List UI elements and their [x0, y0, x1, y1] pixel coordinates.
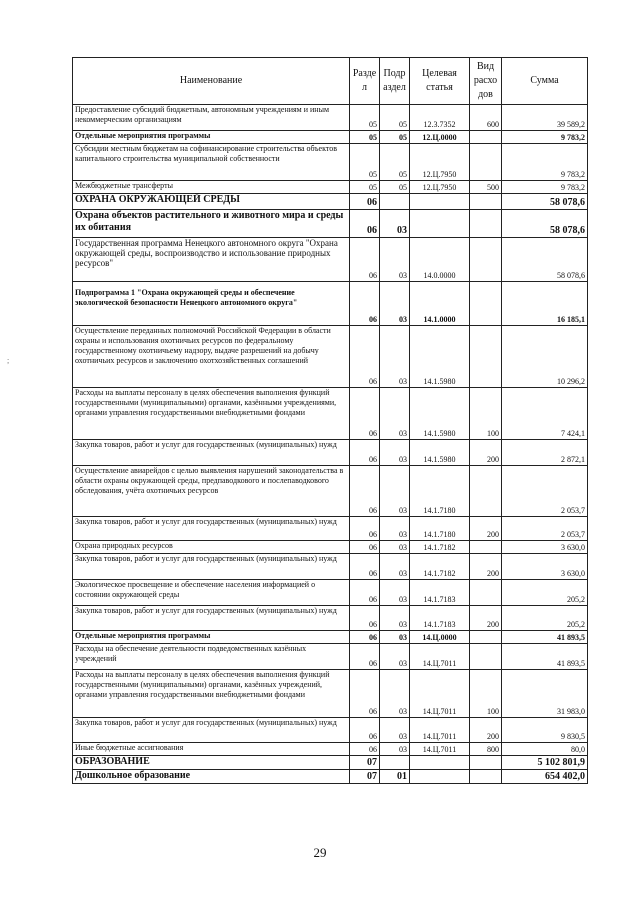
table-header-row [73, 58, 588, 105]
table-row [73, 718, 588, 743]
cell-name: Расходы на выплаты персоналу в целях обеспечения выполнения функций государственными (муниципальными) органами, казённых учреждений, органами управления государственными внебюджетными фондами [73, 670, 350, 718]
cell-vid-rashodov [470, 644, 502, 670]
cell-name: Закупка товаров, работ и услуг для государственных (муниципальных) нужд [73, 554, 350, 580]
cell-celevaya-statya: 14.1.5980 [410, 440, 470, 466]
cell-vid-rashodov [470, 144, 502, 181]
cell-celevaya-statya: 12.Ц.7950 [410, 181, 470, 194]
cell-celevaya-statya: 14.Ц.7011 [410, 644, 470, 670]
cell-podrazdel: 05 [380, 131, 410, 144]
cell-celevaya-statya: 14.1.7182 [410, 554, 470, 580]
cell-summa: 205,2 [502, 580, 588, 606]
table-row [73, 580, 588, 606]
cell-celevaya-statya [410, 770, 470, 784]
cell-name: ОБРАЗОВАНИЕ [73, 756, 350, 770]
cell-celevaya-statya: 12.3.7352 [410, 105, 470, 131]
cell-summa: 9 783,2 [502, 131, 588, 144]
cell-podrazdel: 05 [380, 144, 410, 181]
cell-name: Осуществление авиарейдов с целью выявления нарушений законодательства в области охраны окружающей среды, предпаводкового и послепаводкового обследования, учёта охотничьих ресурсов [73, 466, 350, 517]
cell-summa: 58 078,6 [502, 194, 588, 210]
cell-summa: 654 402,0 [502, 770, 588, 784]
cell-summa: 31 983,0 [502, 670, 588, 718]
cell-podrazdel: 03 [380, 466, 410, 517]
cell-summa: 3 630,0 [502, 554, 588, 580]
cell-summa: 5 102 801,9 [502, 756, 588, 770]
cell-name: Экологическое просвещение и обеспечение населения информацией о состоянии окружающей среды [73, 580, 350, 606]
cell-razdel: 06 [350, 440, 380, 466]
cell-celevaya-statya [410, 194, 470, 210]
table-row [73, 131, 588, 144]
cell-podrazdel: 05 [380, 181, 410, 194]
cell-summa: 58 078,6 [502, 210, 588, 238]
cell-podrazdel [380, 194, 410, 210]
cell-vid-rashodov: 600 [470, 105, 502, 131]
cell-name: Предоставление субсидий бюджетным, автономным учреждениям и иным некоммерческим организациям [73, 105, 350, 131]
cell-razdel: 06 [350, 606, 380, 631]
table-row [73, 144, 588, 181]
cell-vid-rashodov [470, 466, 502, 517]
cell-name: Закупка товаров, работ и услуг для государственных (муниципальных) нужд [73, 718, 350, 743]
cell-vid-rashodov [470, 770, 502, 784]
cell-razdel: 06 [350, 580, 380, 606]
cell-summa: 41 893,5 [502, 644, 588, 670]
table-row [73, 770, 588, 784]
cell-summa: 80,0 [502, 743, 588, 756]
table-row [73, 670, 588, 718]
cell-razdel: 06 [350, 466, 380, 517]
table-row [73, 326, 588, 388]
cell-celevaya-statya: 14.0.0000 [410, 238, 470, 282]
cell-name: Подпрограмма 1 "Охрана окружающей среды и обеспечение экологической безопасности Ненецкого автономного округа" [73, 282, 350, 326]
header-summa: Сумма [502, 58, 588, 105]
cell-name: Закупка товаров, работ и услуг для государственных (муниципальных) нужд [73, 606, 350, 631]
cell-name: Расходы на обеспечение деятельности подведомственных казённых учреждений [73, 644, 350, 670]
cell-vid-rashodov: 500 [470, 181, 502, 194]
table-row [73, 756, 588, 770]
cell-podrazdel: 03 [380, 554, 410, 580]
cell-razdel: 06 [350, 194, 380, 210]
cell-summa: 2 872,1 [502, 440, 588, 466]
cell-podrazdel: 03 [380, 326, 410, 388]
cell-summa: 2 053,7 [502, 466, 588, 517]
cell-razdel: 06 [350, 743, 380, 756]
cell-podrazdel: 03 [380, 238, 410, 282]
cell-vid-rashodov [470, 631, 502, 644]
cell-razdel: 06 [350, 517, 380, 541]
cell-vid-rashodov [470, 580, 502, 606]
cell-vid-rashodov: 200 [470, 517, 502, 541]
header-podrazdel: Подр аздел [380, 58, 410, 105]
cell-podrazdel [380, 756, 410, 770]
cell-summa: 9 783,2 [502, 181, 588, 194]
cell-podrazdel: 03 [380, 541, 410, 554]
cell-celevaya-statya: 14.1.5980 [410, 388, 470, 440]
cell-celevaya-statya: 14.Ц.7011 [410, 670, 470, 718]
cell-podrazdel: 03 [380, 517, 410, 541]
cell-podrazdel: 03 [380, 631, 410, 644]
cell-celevaya-statya: 14.1.7183 [410, 606, 470, 631]
table-row [73, 541, 588, 554]
cell-razdel: 07 [350, 756, 380, 770]
cell-razdel: 06 [350, 282, 380, 326]
header-vid-rashodov: Вид расхо дов [470, 58, 502, 105]
header-celevaya-statya: Целевая статья [410, 58, 470, 105]
table-row [73, 181, 588, 194]
cell-vid-rashodov [470, 194, 502, 210]
header-name: Наименование [73, 58, 350, 105]
cell-vid-rashodov: 200 [470, 718, 502, 743]
cell-vid-rashodov [470, 131, 502, 144]
cell-summa: 39 589,2 [502, 105, 588, 131]
cell-celevaya-statya: 14.1.7182 [410, 541, 470, 554]
cell-summa: 58 078,6 [502, 238, 588, 282]
cell-celevaya-statya: 14.1.0000 [410, 282, 470, 326]
table-row [73, 631, 588, 644]
cell-podrazdel: 03 [380, 282, 410, 326]
cell-razdel: 06 [350, 718, 380, 743]
page-number: 29 [313, 845, 327, 860]
table-row [73, 105, 588, 131]
cell-celevaya-statya [410, 210, 470, 238]
cell-summa: 7 424,1 [502, 388, 588, 440]
budget-table [72, 57, 588, 784]
budget-table-container [72, 57, 587, 784]
cell-name: Осуществление переданных полномочий Российской Федерации в области охраны и использования охотничьих ресурсов по федеральному государственному охотничьему надзору, выдаче разрешений на добычу охотничьих ресурсов и заключению охотхозяйственных соглашений [73, 326, 350, 388]
cell-name: Межбюджетные трансферты [73, 181, 350, 194]
cell-summa: 16 185,1 [502, 282, 588, 326]
table-row [73, 238, 588, 282]
cell-name: ОХРАНА ОКРУЖАЮЩЕЙ СРЕДЫ [73, 194, 350, 210]
cell-summa: 3 630,0 [502, 541, 588, 554]
cell-vid-rashodov [470, 541, 502, 554]
cell-vid-rashodov [470, 210, 502, 238]
cell-summa: 9 830,5 [502, 718, 588, 743]
cell-vid-rashodov [470, 282, 502, 326]
cell-razdel: 06 [350, 541, 380, 554]
cell-vid-rashodov: 100 [470, 670, 502, 718]
cell-podrazdel: 03 [380, 670, 410, 718]
table-row [73, 210, 588, 238]
table-row [73, 517, 588, 541]
cell-name: Охрана объектов растительного и животного мира и среды их обитания [73, 210, 350, 238]
header-razdel: Разде л [350, 58, 380, 105]
cell-razdel: 05 [350, 131, 380, 144]
cell-razdel: 05 [350, 181, 380, 194]
table-row [73, 554, 588, 580]
cell-podrazdel: 03 [380, 606, 410, 631]
cell-celevaya-statya: 14.1.7180 [410, 517, 470, 541]
margin-mark: ; [7, 356, 10, 365]
cell-celevaya-statya: 14.1.7180 [410, 466, 470, 517]
table-row [73, 194, 588, 210]
cell-name: Отдельные мероприятия программы [73, 631, 350, 644]
cell-celevaya-statya: 12.Ц.7950 [410, 144, 470, 181]
cell-name: Отдельные мероприятия программы [73, 131, 350, 144]
cell-summa: 41 893,5 [502, 631, 588, 644]
table-row [73, 388, 588, 440]
cell-podrazdel: 03 [380, 388, 410, 440]
cell-name: Государственная программа Ненецкого автономного округа "Охрана окружающей среды, воспроизводство и использование природных ресурсов" [73, 238, 350, 282]
cell-razdel: 06 [350, 210, 380, 238]
cell-name: Закупка товаров, работ и услуг для государственных (муниципальных) нужд [73, 517, 350, 541]
cell-celevaya-statya: 14.1.5980 [410, 326, 470, 388]
cell-name: Субсидии местным бюджетам на софинансирование строительства объектов капитального строительства муниципальной собственности [73, 144, 350, 181]
cell-podrazdel: 03 [380, 718, 410, 743]
cell-podrazdel: 01 [380, 770, 410, 784]
cell-vid-rashodov: 200 [470, 554, 502, 580]
cell-podrazdel: 03 [380, 580, 410, 606]
cell-vid-rashodov: 200 [470, 606, 502, 631]
table-body [73, 105, 588, 784]
cell-razdel: 06 [350, 388, 380, 440]
cell-razdel: 06 [350, 326, 380, 388]
cell-razdel: 07 [350, 770, 380, 784]
cell-razdel: 05 [350, 144, 380, 181]
cell-podrazdel: 03 [380, 743, 410, 756]
cell-vid-rashodov: 200 [470, 440, 502, 466]
cell-razdel: 06 [350, 631, 380, 644]
cell-celevaya-statya: 14.Ц.7011 [410, 718, 470, 743]
cell-celevaya-statya: 12.Ц.0000 [410, 131, 470, 144]
cell-summa: 205,2 [502, 606, 588, 631]
cell-summa: 2 053,7 [502, 517, 588, 541]
cell-name: Иные бюджетные ассигнования [73, 743, 350, 756]
cell-summa: 9 783,2 [502, 144, 588, 181]
cell-vid-rashodov: 800 [470, 743, 502, 756]
cell-razdel: 06 [350, 670, 380, 718]
cell-podrazdel: 03 [380, 210, 410, 238]
cell-name: Закупка товаров, работ и услуг для государственных (муниципальных) нужд [73, 440, 350, 466]
table-row [73, 644, 588, 670]
cell-celevaya-statya: 14.Ц.0000 [410, 631, 470, 644]
table-row [73, 440, 588, 466]
cell-razdel: 06 [350, 554, 380, 580]
cell-celevaya-statya [410, 756, 470, 770]
table-row [73, 743, 588, 756]
table-row [73, 282, 588, 326]
cell-vid-rashodov [470, 326, 502, 388]
cell-razdel: 05 [350, 105, 380, 131]
table-row [73, 606, 588, 631]
cell-vid-rashodov [470, 238, 502, 282]
cell-summa: 10 296,2 [502, 326, 588, 388]
table-row [73, 466, 588, 517]
cell-vid-rashodov: 100 [470, 388, 502, 440]
cell-name: Охрана природных ресурсов [73, 541, 350, 554]
cell-razdel: 06 [350, 644, 380, 670]
cell-podrazdel: 03 [380, 440, 410, 466]
cell-vid-rashodov [470, 756, 502, 770]
cell-name: Расходы на выплаты персоналу в целях обеспечения выполнения функций государственными (муниципальными) органами, казёнными учреждениями, органами управления государственными внебюджетными фондами [73, 388, 350, 440]
cell-podrazdel: 05 [380, 105, 410, 131]
cell-razdel: 06 [350, 238, 380, 282]
cell-podrazdel: 03 [380, 644, 410, 670]
cell-celevaya-statya: 14.Ц.7011 [410, 743, 470, 756]
cell-celevaya-statya: 14.1.7183 [410, 580, 470, 606]
cell-name: Дошкольное образование [73, 770, 350, 784]
